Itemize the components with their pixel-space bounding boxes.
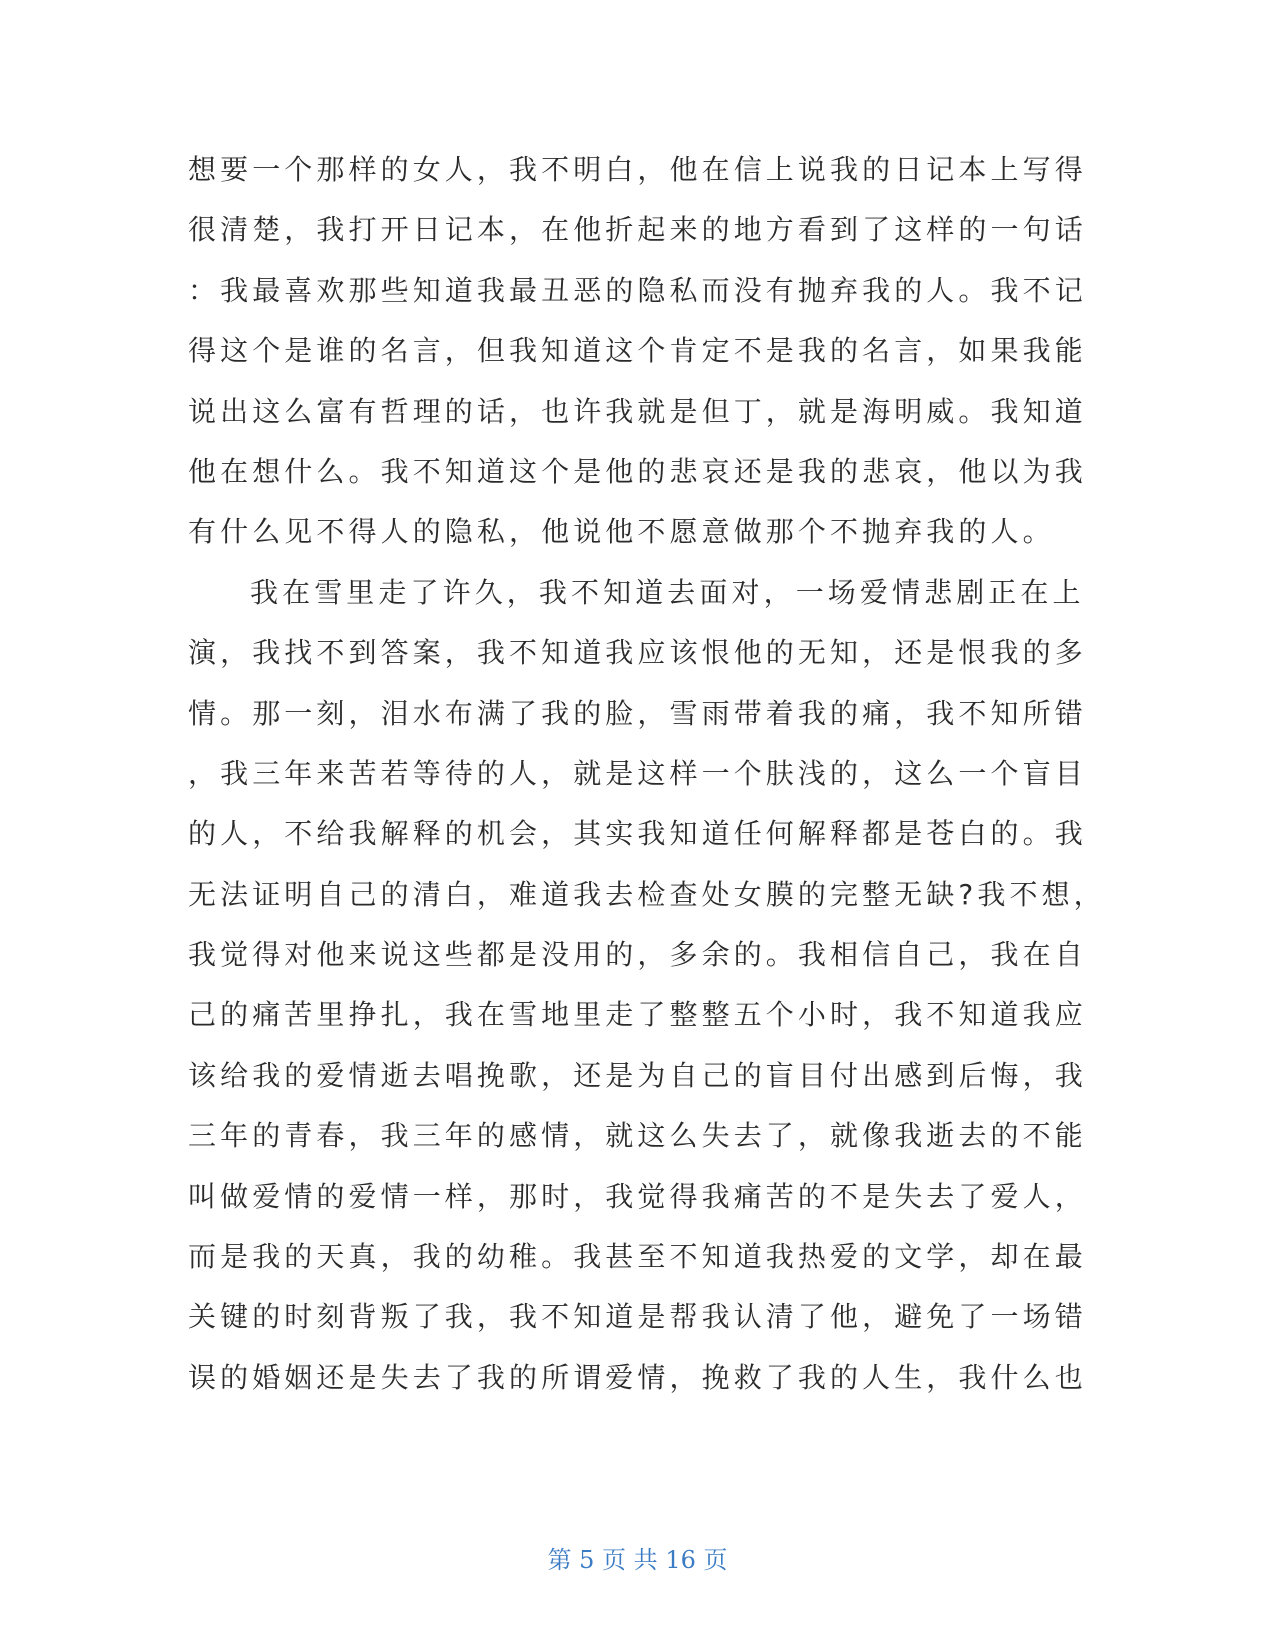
text-line: 三年的青春，我三年的感情，就这么失去了，就像我逝去的不能 <box>188 1119 1087 1153</box>
text-line: 情。那一刻，泪水布满了我的脸，雪雨带着我的痛，我不知所错 <box>188 696 1087 730</box>
text-line: 演，我找不到答案，我不知道我应该恨他的无知，还是恨我的多 <box>188 636 1087 670</box>
total-pages-number: 16 <box>665 1546 696 1574</box>
text-line: 而是我的天真，我的幼稚。我甚至不知道我热爱的文学，却在最 <box>188 1240 1087 1274</box>
paragraph-first-line: 我在雪里走了许久，我不知道去面对，一场爱情悲剧正在上 <box>250 575 1085 609</box>
text-line: 无法证明自己的清白，难道我去检查处女膜的完整无缺?我不想， <box>188 877 1106 911</box>
text-line: 叫做爱情的爱情一样，那时，我觉得我痛苦的不是失去了爱人， <box>188 1179 1087 1213</box>
text-line: 的人，不给我解释的机会，其实我知道任何解释都是苍白的。我 <box>188 817 1087 851</box>
text-line: ：我最喜欢那些知道我最丑恶的隐私而没有抛弃我的人。我不记 <box>188 273 1087 307</box>
text-line: 关键的时刻背叛了我，我不知道是帮我认清了他，避免了一场错 <box>188 1300 1087 1334</box>
footer-middle: 页 共 <box>602 1546 658 1574</box>
text-line: 有什么见不得人的隐私，他说他不愿意做那个不抛弃我的人。 <box>188 515 1055 549</box>
page-footer <box>0 1540 1275 1575</box>
current-page-number: 5 <box>579 1546 595 1574</box>
text-line: 很清楚，我打开日记本，在他折起来的地方看到了这样的一句话 <box>188 213 1087 247</box>
text-line: 得这个是谁的名言，但我知道这个肯定不是我的名言，如果我能 <box>188 334 1087 368</box>
text-line: 己的痛苦里挣扎，我在雪地里走了整整五个小时，我不知道我应 <box>188 998 1087 1032</box>
body-text <box>188 140 1106 1408</box>
footer-prefix: 第 <box>547 1546 572 1574</box>
text-line: 我觉得对他来说这些都是没用的，多余的。我相信自己，我在自 <box>188 938 1087 972</box>
text-line: 说出这么富有哲理的话，也许我就是但丁，就是海明威。我知道 <box>188 394 1087 428</box>
text-line: 误的婚姻还是失去了我的所谓爱情，挽救了我的人生，我什么也 <box>188 1360 1087 1394</box>
text-line: 该给我的爱情逝去唱挽歌，还是为自己的盲目付出感到后悔，我 <box>188 1058 1087 1092</box>
text-line: ，我三年来苦若等待的人，就是这样一个肤浅的，这么一个盲目 <box>188 756 1087 790</box>
text-line: 想要一个那样的女人，我不明白，他在信上说我的日记本上写得 <box>188 153 1087 186</box>
footer-suffix: 页 <box>703 1546 728 1574</box>
text-line: 他在想什么。我不知道这个是他的悲哀还是我的悲哀，他以为我 <box>188 454 1087 488</box>
